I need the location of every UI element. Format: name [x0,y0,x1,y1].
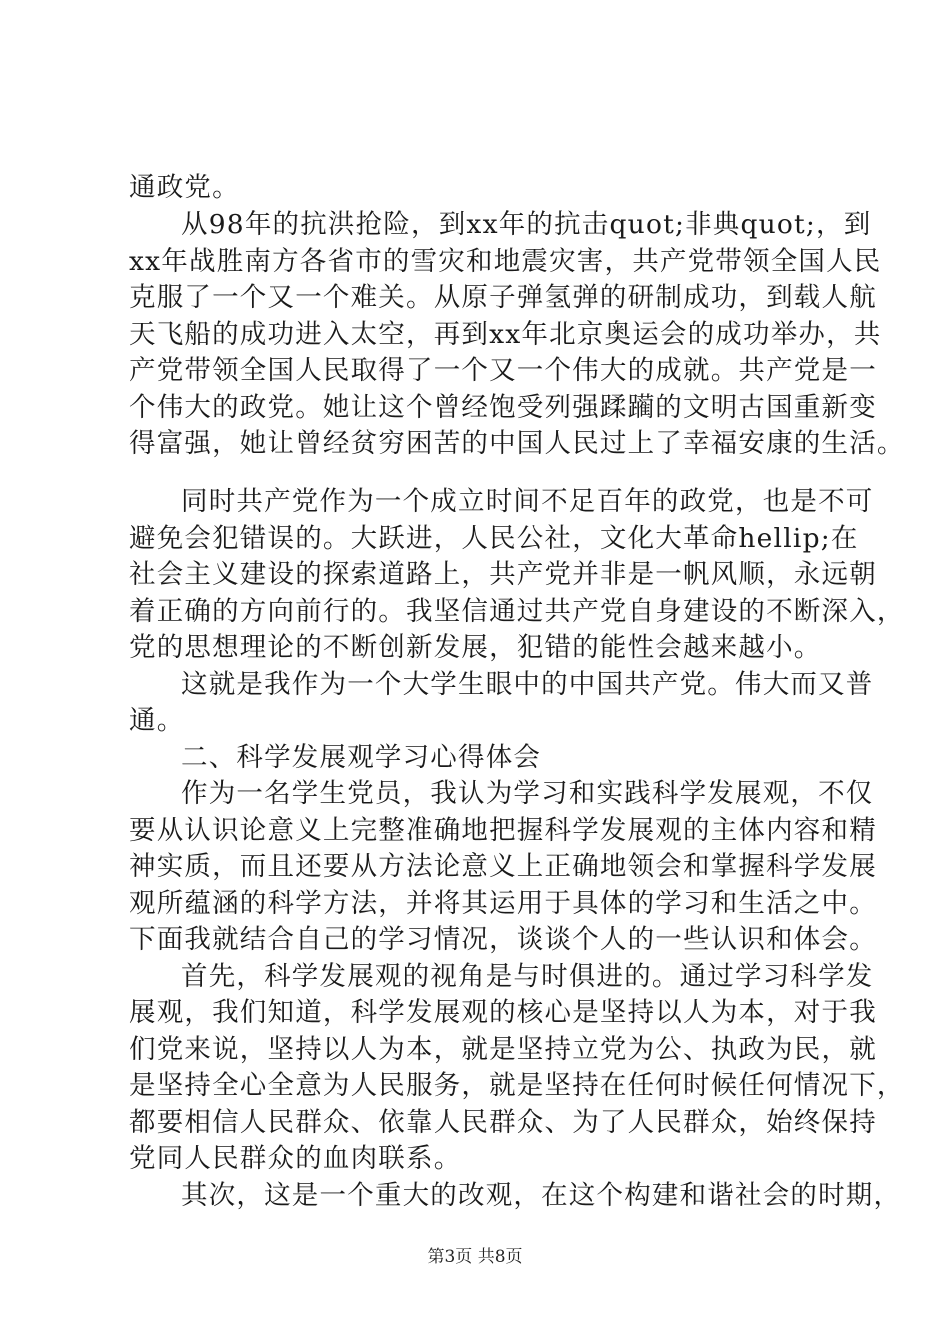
text-line: 产党带领全国人民取得了一个又一个伟大的成就。共产党是一 [129,355,877,386]
text-line: 都要相信人民群众、依靠人民群众、为了人民群众，始终保持 [129,1107,877,1138]
text-line: 下面我就结合自己的学习情况，谈谈个人的一些认识和体会。 [129,924,877,955]
text-line: 党的思想理论的不断创新发展，犯错的能性会越来越小。 [129,632,822,663]
section-heading: 二、科学发展观学习心得体会 [181,742,542,773]
text-line: 个伟大的政党。她让这个曾经饱受列强蹂躏的文明古国重新变 [129,392,877,423]
text-line: 要从认识论意义上完整准确地把握科学发展观的主体内容和精 [129,815,877,846]
text-line: 展观，我们知道，科学发展观的核心是坚持以人为本，对于我 [129,997,877,1028]
text-line: 神实质，而且还要从方法论意义上正确地领会和掌握科学发展 [129,851,877,882]
text-line: xx年战胜南方各省市的雪灾和地震灾害，共产党带领全国人民 [129,246,882,277]
text-line: 同时共产党作为一个成立时间不足百年的政党，也是不可 [181,486,874,517]
text-line: 首先，科学发展观的视角是与时俱进的。通过学习科学发 [181,961,874,992]
text-line: 通。 [129,705,185,736]
page-footer: 第3页 共8页 [427,1247,523,1267]
text-line: 着正确的方向前行的。我坚信通过共产党自身建设的不断深入， [129,596,905,627]
text-line: 作为一名学生党员，我认为学习和实践科学发展观，不仅 [181,778,874,809]
text-line: 社会主义建设的探索道路上，共产党并非是一帆风顺，永远朝 [129,559,877,590]
text-line: 们党来说，坚持以人为本，就是坚持立党为公、执政为民，就 [129,1034,877,1065]
text-line: 天飞船的成功进入太空，再到xx年北京奥运会的成功举办，共 [129,319,882,350]
text-line: 其次，这是一个重大的改观，在这个构建和谐社会的时期， [181,1180,902,1211]
text-line: 这就是我作为一个大学生眼中的中国共产党。伟大而又普 [181,669,874,700]
text-line: 是坚持全心全意为人民服务，就是坚持在任何时候任何情况下， [129,1070,905,1101]
text-line: 观所蕴涵的科学方法，并将其运用于具体的学习和生活之中。 [129,888,877,919]
text-line: 克服了一个又一个难关。从原子弹氢弹的研制成功，到载人航 [129,282,877,313]
text-line: 从98年的抗洪抢险，到xx年的抗击quot;非典quot;，到 [181,209,872,240]
text-line: 避免会犯错误的。大跃进，人民公社，文化大革命hellip;在 [129,523,859,554]
text-line: 得富强，她让曾经贫穷困苦的中国人民过上了幸福安康的生活。 [129,428,905,459]
text-line: 党同人民群众的血肉联系。 [129,1143,462,1174]
text-line: 通政党。 [129,172,240,203]
